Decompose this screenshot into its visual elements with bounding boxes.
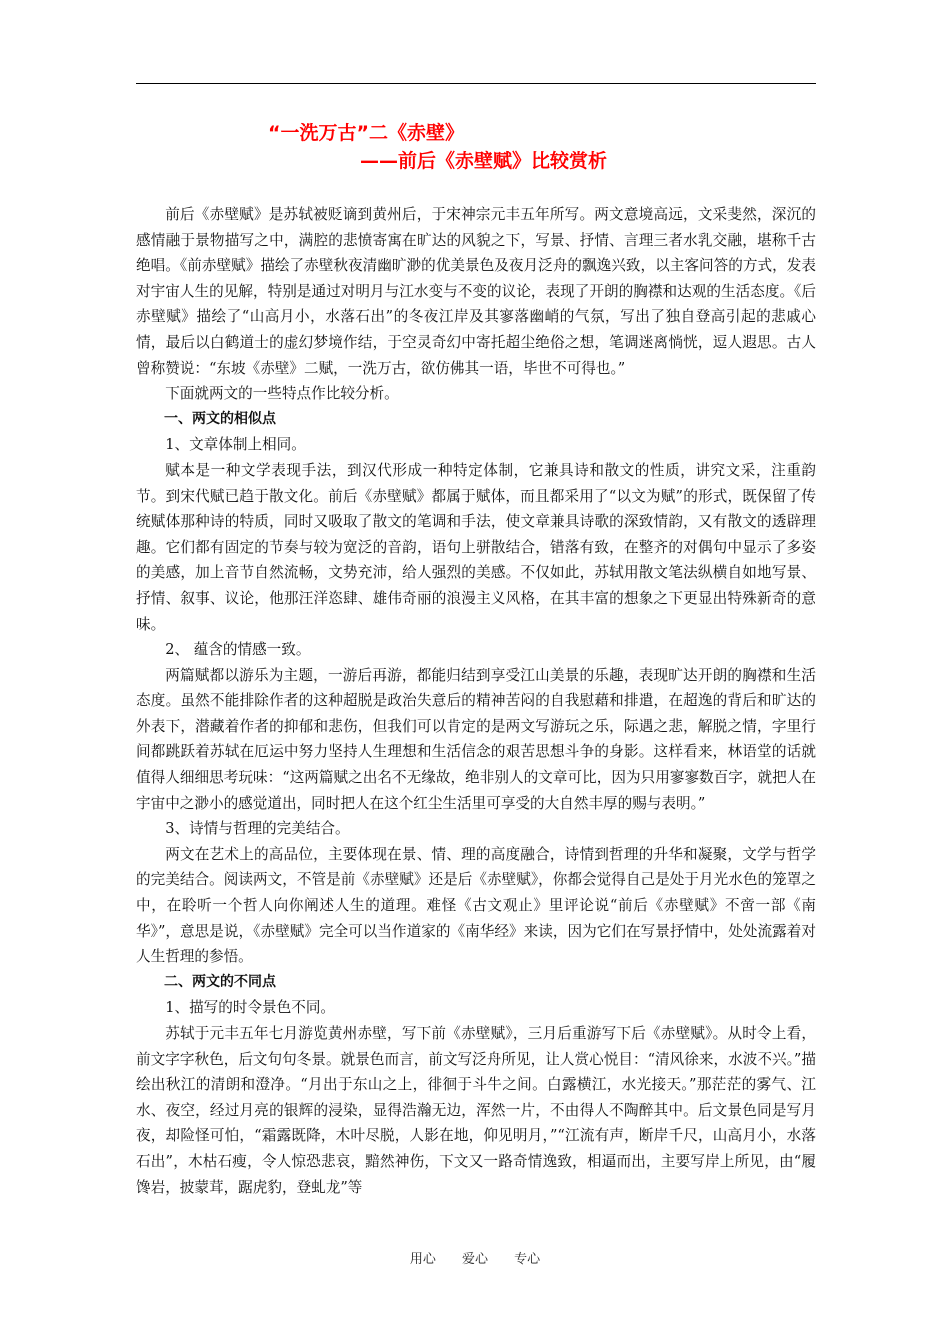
section-heading-similarities: 一、两文的相似点: [164, 410, 276, 427]
subheading-genre: 1、文章体制上相同。: [165, 436, 306, 454]
intro-transition: 下面就两文的一些特点作比较分析。: [165, 385, 399, 403]
section-heading-differences: 二、两文的不同点: [164, 973, 276, 990]
subheading-season-scenery: 1、描写的时令景色不同。: [165, 999, 336, 1017]
subheading-emotion: 2、 蕴含的情感一致。: [165, 641, 311, 659]
paragraph-emotion: 两篇赋都以游乐为主题，一游后再游，都能归结到享受江山美景的乐趣，表现旷达开朗的胸襟和生活态度。虽然不能排除作者的这种超脱是政治失意后的精神苦闷的自我慰藉和排遣，在超逸的背后和旷达的外表下，潜藏着作者的抑郁和悲伤，但我们可以肯定的是两文写游玩之乐，际遇之悲，解脱之情，字里行间都跳跃着苏轼在厄运中努力坚持人生理想和生活信念的艰苦思想斗争的身影。这样看来，林语堂的话就值得人细细思考玩味：“这两篇赋之出名不无缘故，绝非别人的文章可比，因为只用寥寥数百字，就把人在宇宙中之渺小的感觉道出，同时把人在这个红尘生活里可享受的大自然丰厚的赐与表明。”: [136, 666, 816, 812]
header-rule: [136, 83, 816, 84]
paragraph-poetry-philosophy: 两文在艺术上的高品位，主要体现在景、情、理的高度融合，诗情到哲理的升华和凝聚，文学与哲学的完美结合。阅读两文，不管是前《赤壁赋》还是后《赤壁赋》，你都会觉得自己是处于月光水色的笼罩之中，在聆听一个哲人向你阐述人生的道理。难怪《古文观止》里评论说“前后《赤壁赋》不啻一部《南华》”，意思是说，《赤壁赋》完全可以当作道家的《南华经》来读，因为它们在写景抒情中，处处流露着对人生哲理的参悟。: [136, 845, 816, 966]
paragraph-genre: 赋本是一种文学表现手法，到汉代形成一种特定体制，它兼具诗和散文的性质，讲究文采，注重韵节。到宋代赋已趋于散文化。前后《赤壁赋》都属于赋体，而且都采用了“以文为赋”的形式，既保留了传统赋体那种诗的特质，同时又吸取了散文的笔调和手法，使文章兼具诗歌的深致情韵，又有散文的透辟理趣。它们都有固定的节奏与较为宽泛的音韵，语句上骈散结合，错落有致，在整齐的对偶句中显示了多姿的美感，加上音节自然流畅，文势充沛，给人强烈的美感。不仅如此，苏轼用散文笔法纵横自如地写景、抒情、叙事、议论，他那汪洋恣肆、雄伟奇丽的浪漫主义风格，在其丰富的想象之下更显出特殊新奇的意味。: [136, 461, 816, 633]
paragraph-season-scenery: 苏轼于元丰五年七月游览黄州赤壁，写下前《赤壁赋》，三月后重游写下后《赤壁赋》。从时令上看，前文字字秋色，后文句句冬景。就景色而言，前文写泛舟所见，让人赏心悦目：“清风徐来，水波不兴。”描绘出秋江的清朗和澄净。“月出于东山之上，徘徊于斗牛之间。白露横江，水光接天。”那茫茫的雾气、江水、夜空，经过月亮的银辉的浸染，显得浩瀚无边，浑然一片，不由得人不陶醉其中。后文景色同是写月夜，却险怪可怕，“霜露既降，木叶尽脱，人影在地，仰见明月，”“江流有声，断岸千尺，山高月小，水落石出”，木枯石瘦，令人惊恐悲哀，黯然神伤，下文又一路奇情逸致，相逼而出，主要写岸上所见，由“履馋岩，披蒙茸，踞虎豹，登虬龙”等: [136, 1025, 816, 1196]
article-body: [136, 202, 816, 1200]
article-title: “一洗万古”二《赤壁》: [268, 122, 464, 144]
intro-paragraph: 前后《赤壁赋》是苏轼被贬谪到黄州后，于宋神宗元丰五年所写。两文意境高远，文采斐然，深沉的感情融于景物描写之中，满腔的悲愤寄寓在旷达的风貌之下，写景、抒情、言理三者水乳交融，堪称千古绝唱。《前赤壁赋》描绘了赤壁秋夜清幽旷渺的优美景色及夜月泛舟的飘逸兴致，以主客问答的方式，发表对宇宙人生的见解，特别是通过对明月与江水变与不变的议论，表现了开朗的胸襟和达观的生活态度。《后赤壁赋》描绘了“山高月小，水落石出”的冬夜江岸及其寥落幽峭的气氛，写出了独自登高引起的悲戚心情，最后以白鹤道士的虚幻梦境作结，于空灵奇幻中寄托超尘绝俗之想，笔调迷离惝恍，逗人遐思。古人曾称赞说：“东坡《赤壁》二赋，一洗万古，欲仿佛其一语，毕世不可得也。”: [136, 206, 816, 377]
page-footer: 用心 爱心 专心: [409, 1252, 541, 1267]
subheading-poetry-philosophy: 3、诗情与哲理的完美结合。: [165, 820, 350, 838]
article-subtitle: ——前后《赤壁赋》比较赏析: [360, 150, 608, 172]
